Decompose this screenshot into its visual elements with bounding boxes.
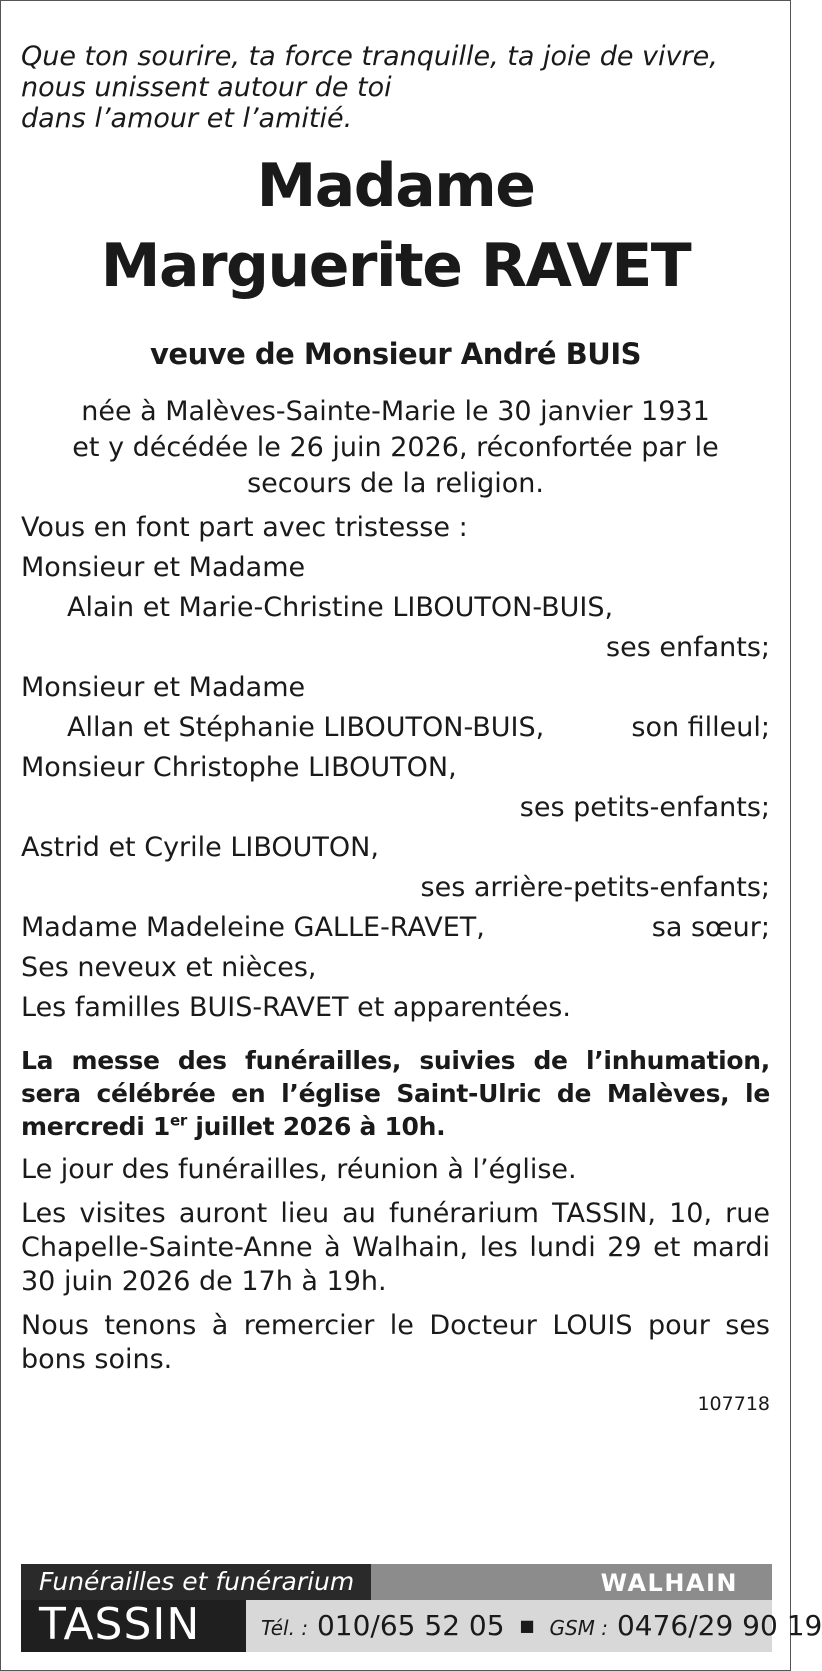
gsm-label: GSM : [549, 1616, 609, 1640]
family-line: Alain et Marie-Christine LIBOUTON-BUIS, [67, 592, 614, 623]
banner-subtitle: Funérailles et funérarium [39, 1567, 355, 1596]
family-line: Allan et Stéphanie LIBOUTON-BUIS, [67, 712, 545, 743]
family-relation: sa sœur; [651, 912, 770, 943]
visits-info: Les visites auront lieu au funérarium TASSIN, 10, rue Chapelle-Sainte-Anne à Walhain, les lundi 29 et mardi 30 juin 2026 de 17h à 19h. [21, 1198, 770, 1297]
family-line: Les familles BUIS-RAVET et apparentées. [21, 992, 571, 1023]
funeral-home-banner [21, 1564, 822, 1652]
quote [21, 41, 770, 134]
family-line: Ses neveux et nièces, [21, 952, 317, 983]
family-line: Astrid et Cyrile LIBOUTON, [21, 832, 379, 863]
quote-line: dans l’amour et l’amitié. [21, 103, 353, 134]
family-relation: son filleul; [631, 712, 770, 743]
family-row [21, 708, 770, 748]
family-line: Monsieur et Madame [21, 672, 306, 703]
widow-of: veuve de Monsieur André BUIS [150, 337, 641, 371]
reference-number: 107718 [697, 1393, 770, 1415]
family-relation: ses petits-enfants; [519, 792, 770, 823]
birth-death-info [21, 394, 770, 502]
separator-square-icon: ■ [519, 1616, 535, 1635]
family-line: Monsieur Christophe LIBOUTON, [21, 752, 457, 783]
deceased-name [21, 146, 770, 306]
ordinal-suffix: er [170, 1111, 187, 1130]
quote-line: nous unissent autour de toi [21, 72, 392, 103]
name-title: Madame [256, 151, 535, 221]
quote-line: Que ton sourire, ta force tranquille, ta joie de vivre, [21, 41, 718, 72]
birth-line: née à Malèves-Sainte-Marie le 30 janvier 1931 [81, 396, 710, 427]
funeral-info [21, 1044, 770, 1143]
family-relation: ses arrière-petits-enfants; [420, 872, 770, 903]
meeting-info: Le jour des funérailles, réunion à l’église. [21, 1154, 577, 1185]
funeral-home-name: TASSIN [39, 1599, 201, 1650]
tel-number: 010/65 52 05 [316, 1609, 505, 1642]
funeral-text-end: juillet 2026 à 10h. [187, 1112, 446, 1141]
family-list [21, 548, 770, 1028]
tel-label: Tél. : [261, 1616, 309, 1640]
family-line: Monsieur et Madame [21, 552, 306, 583]
family-relation: ses enfants; [606, 632, 770, 663]
banner-city: WALHAIN [600, 1569, 738, 1597]
family-line: Madame Madeleine GALLE-RAVET, [21, 912, 485, 943]
birth-line: secours de la religion. [247, 468, 544, 499]
family-row [21, 908, 770, 948]
notice-body [21, 41, 770, 1415]
birth-line: et y décédée le 26 juin 2026, réconfortée par le [72, 432, 719, 463]
announcement: Vous en font part avec tristesse : [21, 512, 468, 543]
contact-phones [261, 1606, 822, 1648]
thanks: Nous tenons à remercier le Docteur LOUIS pour ses bons soins. [21, 1310, 770, 1375]
funeral-text: La messe des funérailles, suivies de l’inhumation, sera célébrée en l’église Saint-Ulric de Malèves, le mercredi 1 [21, 1046, 770, 1141]
name-full: Marguerite RAVET [100, 231, 691, 301]
gsm-number: 0476/29 90 19 [616, 1609, 822, 1642]
